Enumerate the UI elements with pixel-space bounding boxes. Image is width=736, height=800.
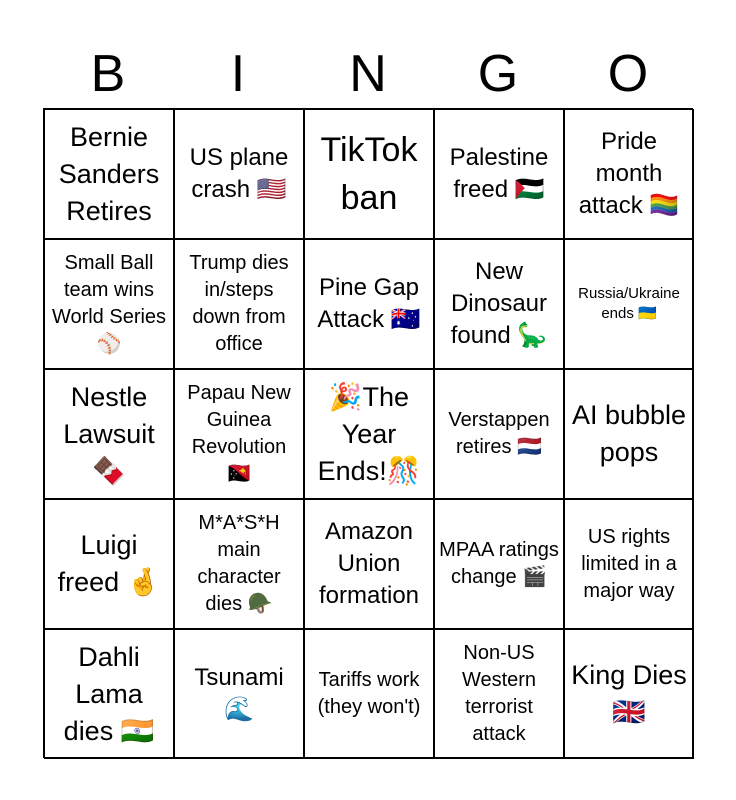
bingo-cell-i2[interactable] xyxy=(174,239,304,369)
bingo-cell-g1[interactable] xyxy=(434,109,564,239)
cell-text: Nestle Lawsuit 🍫 xyxy=(63,381,155,486)
bingo-cell-b1[interactable] xyxy=(44,109,174,239)
bingo-cell-b4[interactable] xyxy=(44,499,174,629)
cell-text: Verstappen retires 🇳🇱 xyxy=(448,409,550,458)
cell-text: Tariffs work (they won't) xyxy=(317,669,421,718)
cell-text: New Dinosaur found 🦕 xyxy=(450,258,548,349)
bingo-cell-o1[interactable] xyxy=(564,109,694,239)
header-letter-o: O xyxy=(607,45,649,103)
bingo-cell-g3[interactable] xyxy=(434,369,564,499)
cell-text: Pride month attack 🏳️‍🌈 xyxy=(578,128,680,219)
cell-text: Tsunami 🌊 xyxy=(194,664,284,723)
bingo-board xyxy=(43,108,693,758)
bingo-cell-o2[interactable] xyxy=(564,239,694,369)
bingo-cell-n5[interactable] xyxy=(304,629,434,759)
bingo-cell-i1[interactable] xyxy=(174,109,304,239)
bingo-cell-g2[interactable] xyxy=(434,239,564,369)
cell-text: Palestine freed 🇵🇸 xyxy=(449,144,549,203)
cell-text: Trump dies in/steps down from office xyxy=(189,252,289,355)
bingo-cell-n3[interactable] xyxy=(304,369,434,499)
cell-text: Papau New Guinea Revolution 🇵🇬 xyxy=(187,382,291,485)
header-letter-n: N xyxy=(349,45,387,103)
bingo-cell-i4[interactable] xyxy=(174,499,304,629)
bingo-cell-n4[interactable] xyxy=(304,499,434,629)
cell-text: AI bubble pops xyxy=(571,400,687,467)
cell-text: US rights limited in a major way xyxy=(581,525,677,602)
bingo-cell-b3[interactable] xyxy=(44,369,174,499)
bingo-cell-o4[interactable] xyxy=(564,499,694,629)
cell-text: Bernie Sanders Retires xyxy=(58,121,160,226)
cell-text: MPAA ratings change 🎬 xyxy=(439,539,559,588)
header-letter-i: I xyxy=(230,45,246,103)
cell-text: Russia/Ukraine ends 🇺🇦 xyxy=(578,285,680,322)
bingo-cell-i5[interactable] xyxy=(174,629,304,759)
cell-text: Non-US Western terrorist attack xyxy=(461,642,537,745)
bingo-cell-o3[interactable] xyxy=(564,369,694,499)
bingo-cell-g4[interactable] xyxy=(434,499,564,629)
cell-text: M*A*S*H main character dies 🪖 xyxy=(197,512,281,615)
bingo-cell-n2[interactable] xyxy=(304,239,434,369)
bingo-cell-g5[interactable] xyxy=(434,629,564,759)
bingo-cell-n1[interactable] xyxy=(304,109,434,239)
cell-text: Small Ball team wins World Series ⚾ xyxy=(51,252,167,355)
cell-text: Pine Gap Attack 🇦🇺 xyxy=(317,274,421,333)
cell-text: Dahli Lama dies 🇮🇳 xyxy=(63,641,155,746)
bingo-cell-b2[interactable] xyxy=(44,239,174,369)
header-letter-b: B xyxy=(90,45,126,103)
header-letter-g: G xyxy=(477,45,519,103)
bingo-header xyxy=(43,40,693,108)
cell-text: TikTok ban xyxy=(320,131,418,217)
bingo-cell-i3[interactable] xyxy=(174,369,304,499)
bingo-cell-o5[interactable] xyxy=(564,629,694,759)
cell-text: Amazon Union formation xyxy=(318,518,420,609)
cell-text: US plane crash 🇺🇸 xyxy=(189,144,289,203)
bingo-cell-b5[interactable] xyxy=(44,629,174,759)
cell-text: 🎉The Year Ends!🎊 xyxy=(317,381,421,486)
cell-text: Luigi freed 🤞 xyxy=(57,530,161,597)
cell-text: King Dies 🇬🇧 xyxy=(571,660,687,727)
